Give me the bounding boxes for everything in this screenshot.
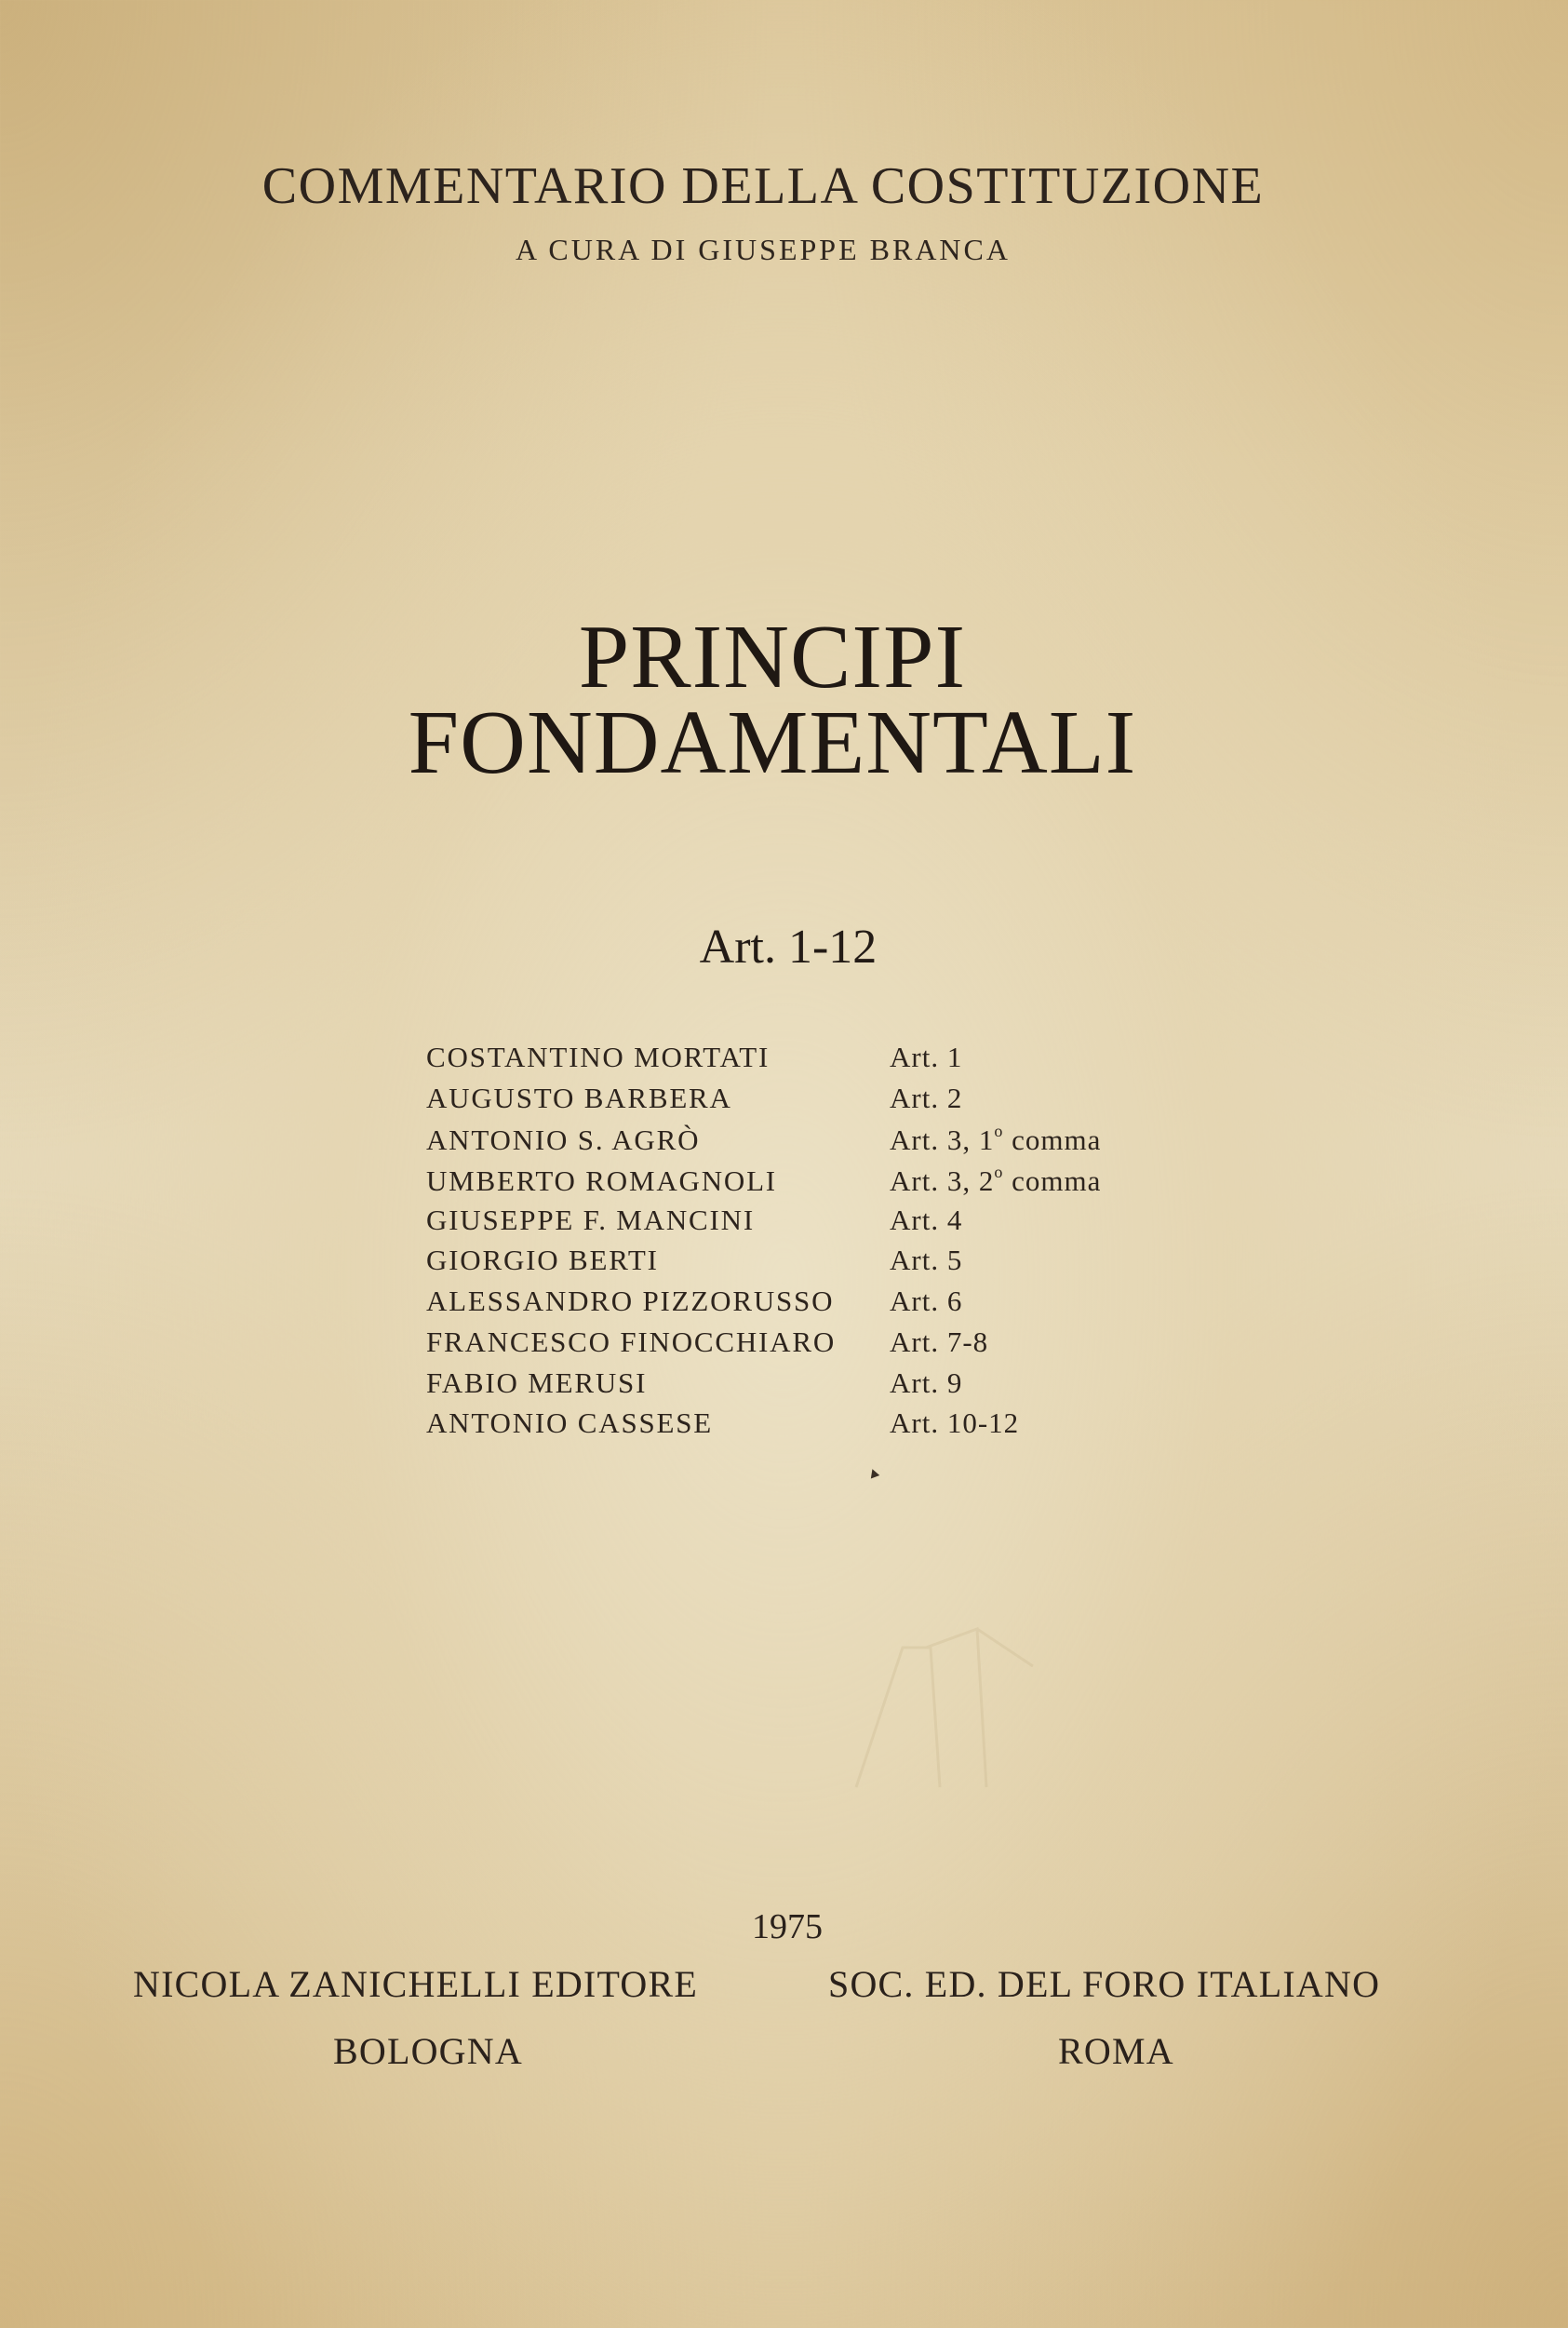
- author-row: [426, 1325, 1189, 1366]
- author-name: AUGUSTO BARBERA: [426, 1081, 732, 1114]
- author-name: ANTONIO CASSESE: [426, 1406, 714, 1440]
- author-article-ref: Art. 9: [890, 1366, 963, 1399]
- author-article-ref: Art. 7-8: [890, 1325, 989, 1358]
- author-list: [426, 1041, 1189, 1447]
- author-row: [426, 1122, 1189, 1163]
- author-article: [890, 1406, 1019, 1440]
- author-row: [426, 1041, 1189, 1082]
- author-article-ref: Art. 5: [890, 1244, 963, 1277]
- author-article-suffix: comma: [1003, 1164, 1102, 1198]
- author-article-ref: Art. 1: [890, 1041, 963, 1073]
- series-title: COMMENTARIO DELLA COSTITUZIONE: [261, 157, 1265, 215]
- author-row: [426, 1082, 1189, 1123]
- author-name: UMBERTO ROMAGNOLI: [426, 1164, 777, 1198]
- author-article: [890, 1325, 988, 1359]
- author-name: GIUSEPPE F. MANCINI: [426, 1203, 755, 1236]
- author-name: ALESSANDRO PIZZORUSSO: [426, 1285, 835, 1318]
- publication-year: 1975: [752, 1907, 823, 1946]
- author-article: [890, 1122, 1101, 1157]
- publisher-right: SOC. ED. DEL FORO ITALIANO: [828, 1963, 1381, 2005]
- author-article: [890, 1366, 962, 1400]
- author-article: [890, 1082, 962, 1115]
- series-editor: A CURA DI GIUSEPPE BRANCA: [516, 233, 1011, 266]
- author-name: COSTANTINO MORTATI: [426, 1041, 771, 1073]
- articles-range: Art. 1-12: [699, 921, 878, 974]
- ordinal-mark: o: [994, 1122, 1004, 1141]
- author-article-ref: Art. 4: [890, 1203, 963, 1236]
- author-row: [426, 1204, 1189, 1245]
- book-title: [0, 607, 1545, 793]
- author-article-suffix: comma: [1003, 1124, 1102, 1157]
- author-article: [890, 1041, 962, 1074]
- author-row: [426, 1163, 1189, 1204]
- author-row: [426, 1406, 1189, 1447]
- author-article-ref: Art. 3, 1: [890, 1124, 995, 1157]
- publisher-left: NICOLA ZANICHELLI EDITORE: [133, 1963, 698, 2005]
- author-article: [890, 1204, 962, 1237]
- city-left: BOLOGNA: [333, 2030, 523, 2072]
- author-article: [890, 1285, 962, 1318]
- author-article: [890, 1244, 962, 1277]
- book-title-line-1: PRINCIPI: [578, 607, 967, 707]
- author-row: [426, 1244, 1189, 1285]
- city-right: ROMA: [1058, 2030, 1174, 2072]
- author-article: [890, 1163, 1101, 1198]
- author-row: [426, 1285, 1189, 1325]
- author-name: FABIO MERUSI: [426, 1366, 648, 1399]
- faint-watermark: [838, 1610, 1052, 1796]
- author-article-ref: Art. 2: [890, 1081, 963, 1114]
- author-row: [426, 1366, 1189, 1407]
- print-mark: [868, 1468, 879, 1479]
- author-article-ref: Art. 6: [890, 1285, 963, 1318]
- book-title-line-2: FONDAMENTALI: [408, 693, 1137, 793]
- author-name: FRANCESCO FINOCCHIARO: [426, 1325, 837, 1358]
- author-article-ref: Art. 10-12: [890, 1406, 1020, 1440]
- author-name: ANTONIO S. AGRÒ: [426, 1124, 701, 1157]
- author-name: GIORGIO BERTI: [426, 1244, 659, 1277]
- author-article-ref: Art. 3, 2: [890, 1164, 995, 1198]
- ordinal-mark: o: [994, 1163, 1004, 1182]
